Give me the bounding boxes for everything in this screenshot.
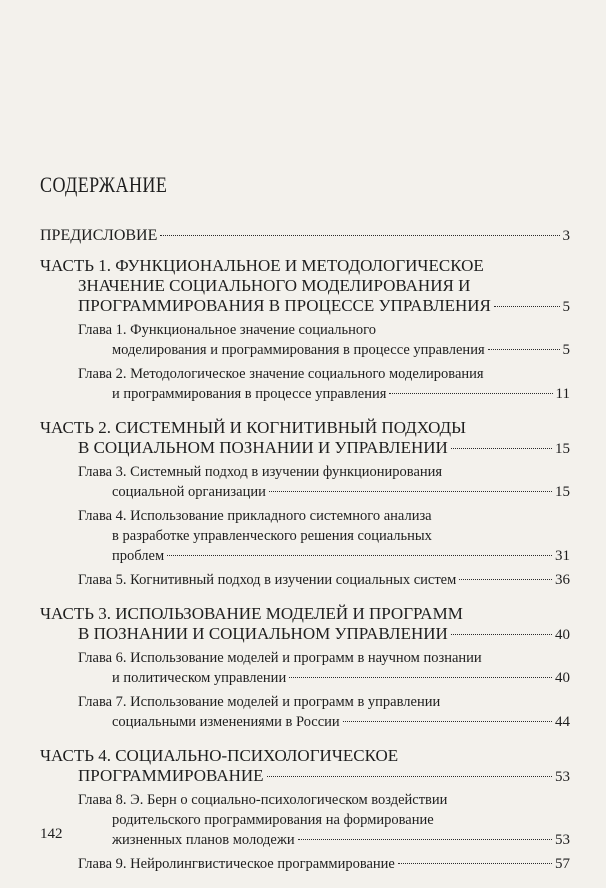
- entry-page-number: 57: [555, 856, 570, 872]
- chapter-title-line: [40, 340, 570, 360]
- chapter-title-line: [40, 384, 570, 404]
- dot-leader: [298, 839, 552, 840]
- dot-leader: [459, 579, 552, 580]
- dot-leader: [167, 555, 552, 556]
- dot-leader: [289, 677, 552, 678]
- entry-text: Глава 9. Нейролингвистическое программирование: [78, 856, 395, 872]
- entry-text: ЧАСТЬ 4. СОЦИАЛЬНО-ПСИХОЛОГИЧЕСКОЕ: [40, 746, 399, 765]
- entry-text: и программирования в процессе управления: [112, 386, 387, 402]
- part-title-line: [40, 418, 570, 438]
- dot-leader: [451, 448, 552, 449]
- part-title-line: [40, 276, 570, 296]
- chapter-title-line: [40, 482, 570, 502]
- dot-leader: [389, 393, 552, 394]
- entry-page-number: 40: [555, 670, 570, 686]
- entry-page-number: 15: [555, 484, 570, 500]
- part-title-line: [40, 624, 570, 644]
- chapter-title-line: [40, 854, 570, 874]
- dot-leader: [494, 306, 560, 307]
- entry-page-number: 36: [555, 572, 570, 588]
- spacer: [40, 736, 570, 746]
- chapter-title-line: [40, 692, 570, 712]
- part-title-line: [40, 604, 570, 624]
- part-title-line: [40, 296, 570, 316]
- entry-text: ПРОГРАММИРОВАНИЕ: [78, 766, 264, 785]
- chapter-title-line: [40, 648, 570, 668]
- entry-text: Глава 5. Когнитивный подход в изучении социальных систем: [78, 572, 457, 588]
- entry-page-number: 53: [555, 832, 570, 848]
- part-title-line: [40, 256, 570, 276]
- entry-text: В ПОЗНАНИИ И СОЦИАЛЬНОМ УПРАВЛЕНИИ: [78, 624, 448, 643]
- dot-leader: [398, 863, 552, 864]
- entry-text: ЧАСТЬ 2. СИСТЕМНЫЙ И КОГНИТИВНЫЙ ПОДХОДЫ: [40, 418, 466, 437]
- entry-page-number: 31: [555, 548, 570, 564]
- entry-text: ЧАСТЬ 3. ИСПОЛЬЗОВАНИЕ МОДЕЛЕЙ И ПРОГРАММ: [40, 604, 463, 623]
- spacer: [40, 408, 570, 418]
- spacer: [40, 878, 570, 888]
- entry-text: В СОЦИАЛЬНОМ ПОЗНАНИИ И УПРАВЛЕНИИ: [78, 438, 448, 457]
- entry-text: Глава 3. Системный подход в изучении функционирования: [78, 464, 443, 480]
- dot-leader: [269, 491, 552, 492]
- entry-text: жизненных планов молодежи: [112, 832, 295, 848]
- entry-text: и политическом управлении: [112, 670, 287, 686]
- entry-page-number: 11: [555, 386, 570, 402]
- entry-page-number: 3: [562, 228, 570, 244]
- entry-text: Глава 2. Методологическое значение социального моделирования: [78, 366, 484, 382]
- spacer: [40, 594, 570, 604]
- entry-text: социальной организации: [112, 484, 266, 500]
- entry-text: проблем: [112, 548, 165, 564]
- part-title-line: [40, 746, 570, 766]
- entry-text: социальными изменениями в России: [112, 714, 340, 730]
- table-of-contents: [40, 226, 570, 888]
- part-title-line: [40, 438, 570, 458]
- entry-page-number: 53: [555, 769, 570, 785]
- entry-page-number: 44: [555, 714, 570, 730]
- dot-leader: [267, 776, 552, 777]
- part-title-line: [40, 766, 570, 786]
- entry-text: ПРЕДИСЛОВИЕ: [40, 227, 158, 244]
- entry-text: Глава 6. Использование моделей и программ в научном познании: [78, 650, 482, 666]
- dot-leader: [343, 721, 552, 722]
- entry-text: Глава 4. Использование прикладного системного анализа: [78, 508, 432, 524]
- chapter-title-line: [40, 668, 570, 688]
- entry-page-number: 5: [562, 342, 570, 358]
- entry-page-number: 40: [555, 627, 570, 643]
- entry-text: ПРОГРАММИРОВАНИЯ В ПРОЦЕССЕ УПРАВЛЕНИЯ: [78, 296, 491, 315]
- spacer: [40, 246, 570, 256]
- chapter-title-line: [40, 506, 570, 526]
- chapter-title-line: [40, 810, 570, 830]
- chapter-title-line: [40, 462, 570, 482]
- entry-page-number: 15: [555, 441, 570, 457]
- contents-heading: СОДЕРЖАНИЕ: [40, 172, 168, 197]
- entry-page-number: 5: [562, 299, 570, 315]
- page-number: 142: [40, 826, 63, 842]
- entry-text: в разработке управленческого решения социальных: [112, 528, 432, 544]
- chapter-title-line: [40, 546, 570, 566]
- dot-leader: [160, 235, 559, 236]
- entry-text: Глава 7. Использование моделей и программ в управлении: [78, 694, 441, 710]
- chapter-title-line: [40, 320, 570, 340]
- chapter-title-line: [40, 712, 570, 732]
- dot-leader: [451, 634, 552, 635]
- chapter-title-line: [40, 364, 570, 384]
- chapter-title-line: [40, 790, 570, 810]
- chapter-title-line: [40, 830, 570, 850]
- dot-leader: [488, 349, 560, 350]
- preface-entry: [40, 226, 570, 246]
- chapter-title-line: [40, 526, 570, 546]
- entry-text: ЧАСТЬ 1. ФУНКЦИОНАЛЬНОЕ И МЕТОДОЛОГИЧЕСКОЕ: [40, 256, 484, 275]
- chapter-title-line: [40, 570, 570, 590]
- entry-text: родительского программирования на формирование: [112, 812, 434, 828]
- entry-text: ЗНАЧЕНИЕ СОЦИАЛЬНОГО МОДЕЛИРОВАНИЯ И: [78, 276, 471, 295]
- entry-text: Глава 1. Функциональное значение социального: [78, 322, 376, 338]
- entry-text: Глава 8. Э. Берн о социально-психологическом воздействии: [78, 792, 448, 808]
- entry-text: моделирования и программирования в процессе управления: [112, 342, 485, 358]
